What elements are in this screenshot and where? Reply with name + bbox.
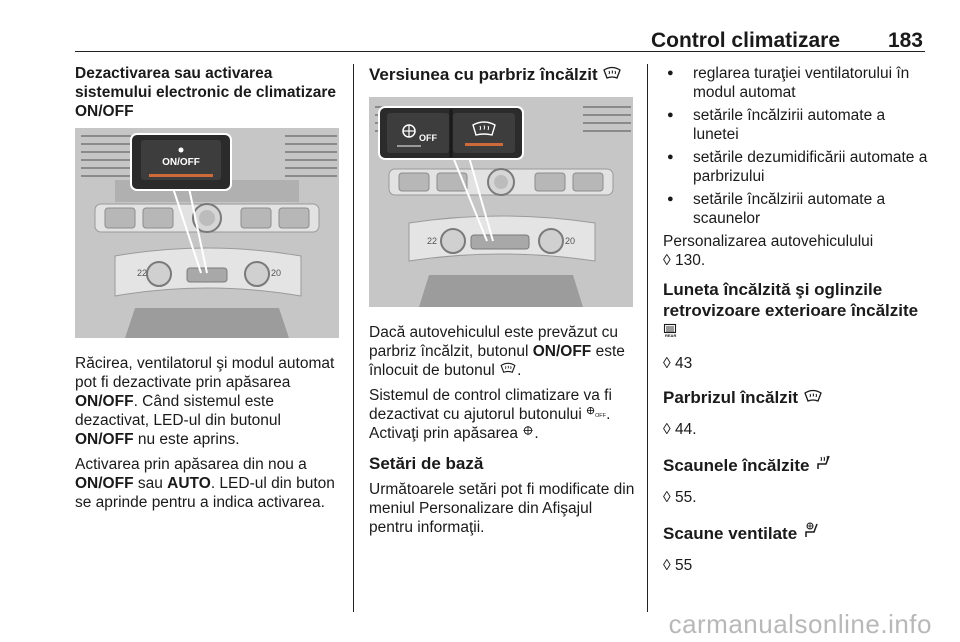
svg-text:OFF: OFF: [595, 412, 607, 418]
svg-text:22: 22: [137, 268, 148, 278]
fan-off-icon: [586, 405, 606, 418]
svg-text:REAR: REAR: [665, 333, 677, 337]
paragraph-onoff-1: Răcirea, ventilatorul şi modul automat pot fi dezactivate prin apăsarea ON/OFF. Când sistemul este dezactivat, LED-ul din butonul ON/OFF nu este aprins.: [75, 355, 335, 448]
section-heading-heated-rear-window: Luneta încălzită şi oglinzile retrovizoare exterioare încălzite REAR: [663, 280, 919, 337]
column-3: [663, 64, 928, 575]
heated-seat-icon: [814, 453, 832, 471]
column-2-body: [369, 323, 635, 537]
front-windscreen-heat-icon: [602, 66, 622, 80]
section-heading-heated-windscreen: Versiunea cu parbriz încălzit: [369, 64, 635, 85]
column-1-body: [75, 354, 340, 512]
list-item: ● setările dezumidificării automate a parbrizului: [663, 148, 928, 186]
fan-off-button-label: OFF: [419, 133, 437, 143]
climate-panel-onoff-figure: [75, 128, 339, 338]
section-heading-ventilated-seats: Scaune ventilate: [663, 521, 928, 544]
list-item: ● setările încălzirii automate a scaunelor: [663, 190, 928, 228]
page-reference: ◊ 43: [663, 355, 693, 372]
page-reference: ◊ 55.: [663, 489, 697, 506]
fan-icon: [522, 424, 534, 437]
ventilated-seat-icon: [802, 521, 820, 539]
column-divider-1: [353, 64, 354, 612]
paragraph-heated-windscreen-1: Dacă autovehiculul este prevăzut cu parbriz încălzit, butonul ON/OFF este înlocuit de butonul .: [369, 324, 625, 379]
section-heading-onoff: Dezactivarea sau activarea sistemului electronic de climatizare ON/OFF: [75, 65, 337, 120]
section-heading-heated-windscreen-ref: Parbrizul încălzit: [663, 387, 928, 408]
paragraph-personalization: Personalizarea autovehiculului: [663, 233, 874, 250]
page-reference: ◊ 55: [663, 557, 693, 574]
personalization-settings-list: [663, 64, 928, 228]
section-heading-basic-settings: Setări de bază: [369, 454, 484, 473]
page-number: 183: [887, 29, 923, 52]
page-reference: ◊ 44.: [663, 421, 697, 438]
rear-window-heat-icon: [663, 323, 677, 337]
paragraph-basic-settings: Următoarele setări pot fi modificate din meniul Personalizare din Afişajul pentru informaţii.: [369, 481, 635, 536]
list-item: ● reglarea turaţiei ventilatorului în modul automat: [663, 64, 928, 102]
front-windscreen-heat-icon: [499, 362, 517, 374]
svg-text:20: 20: [271, 268, 282, 278]
paragraph-heated-windscreen-3: Activaţi prin apăsarea .: [369, 425, 539, 442]
page-reference: ◊ 130.: [663, 252, 706, 269]
svg-text:22: 22: [427, 236, 438, 246]
column-2: [369, 64, 635, 85]
front-windscreen-heat-icon: [803, 389, 823, 403]
paragraph-heated-windscreen-2: Sistemul de control climatizare va fi dezactivat cu ajutorul butonului OFF .: [369, 387, 612, 423]
page-header: [75, 27, 925, 52]
watermark: carmanualsonline.info: [668, 609, 932, 639]
page-title: Control climatizare: [650, 29, 840, 52]
column-divider-2: [647, 64, 648, 612]
list-item: ● setările încălzirii automate a lunetei: [663, 106, 928, 144]
climate-panel-heated-windscreen-figure: [369, 97, 633, 307]
onoff-button-label: ON/OFF: [162, 157, 200, 168]
paragraph-onoff-2: Activarea prin apăsarea din nou a ON/OFF sau AUTO. LED-ul din buton se aprinde pentru a indica activarea.: [75, 456, 335, 511]
section-heading-heated-seats: Scaunele încălzite: [663, 453, 928, 476]
svg-text:20: 20: [565, 236, 576, 246]
column-1: [75, 64, 340, 121]
